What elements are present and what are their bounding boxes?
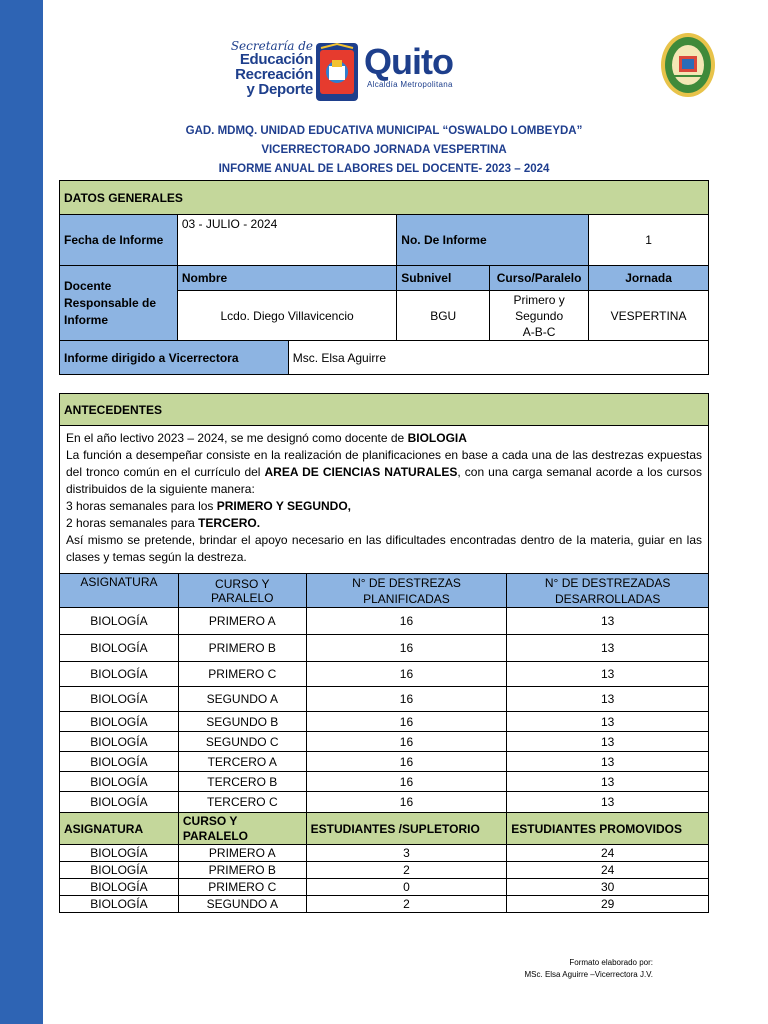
recreacion-line: Recreación <box>235 66 313 83</box>
estudiantes-header-curso: CURSO Y PARALELO <box>178 813 306 845</box>
cell-planificadas: 16 <box>306 772 507 792</box>
cell-promovidos: 24 <box>507 845 709 862</box>
cell-desarrolladas: 13 <box>507 712 709 732</box>
table-row <box>60 792 709 813</box>
cell-curso: PRIMERO B <box>178 635 306 662</box>
dirigido-label: Informe dirigido a Vicerrectora <box>60 341 289 375</box>
cell-desarrolladas: 13 <box>507 608 709 635</box>
destrezas-header-row <box>60 574 709 608</box>
subnivel-value: BGU <box>397 291 490 341</box>
cell-curso: PRIMERO A <box>178 845 306 862</box>
secretaria-line: Secretaría de <box>230 39 313 53</box>
footer-credit <box>480 957 653 981</box>
col-jornada: Jornada <box>589 266 709 291</box>
school-seal-icon <box>660 32 716 98</box>
cell-asignatura: BIOLOGÍA <box>60 862 179 879</box>
fecha-value: 03 - JULIO - 2024 <box>177 215 396 266</box>
col-subnivel: Subnivel <box>397 266 490 291</box>
footer-line-1: Formato elaborado por: <box>569 958 653 967</box>
destrezas-header-asignatura: ASIGNATURA <box>60 574 179 608</box>
antecedentes-title: ANTECEDENTES <box>60 394 709 426</box>
antecedentes-p2 <box>66 447 702 498</box>
p3-text: 3 horas semanales para los <box>66 499 217 513</box>
destrezas-header-planificadas: N° DE DESTREZAS PLANIFICADAS <box>306 574 507 608</box>
cell-curso: PRIMERO A <box>178 608 306 635</box>
cell-desarrolladas: 13 <box>507 772 709 792</box>
cell-asignatura: BIOLOGÍA <box>60 772 179 792</box>
cell-supletorio: 2 <box>306 862 507 879</box>
p2-text: La función a desempeñar consiste en la realización de planificaciones en base a cada una de las destrezas expuestas del tronco común en el currículo del <box>66 448 702 479</box>
cell-asignatura: BIOLOGÍA <box>60 635 179 662</box>
cell-curso: SEGUNDO C <box>178 732 306 752</box>
p3-bold: PRIMERO Y SEGUNDO, <box>216 499 351 513</box>
cell-planificadas: 16 <box>306 752 507 772</box>
table-row <box>60 896 709 913</box>
dirigido-table <box>59 340 709 375</box>
cell-curso: PRIMERO C <box>178 879 306 896</box>
dirigido-value: Msc. Elsa Aguirre <box>288 341 708 375</box>
table-row <box>60 845 709 862</box>
p2-text-post: , con una carga semanal acorde a los cursos distribuidos de la siguiente manera: <box>66 465 702 496</box>
secretaria-educacion-quito-logo <box>218 40 488 106</box>
secretaria-logo-text <box>218 40 313 97</box>
report-title: INFORME ANUAL DE LABORES DEL DOCENTE- 2023 – 2024 <box>218 163 550 175</box>
datos-generales-table <box>59 180 709 341</box>
educacion-line: Educación <box>239 51 313 68</box>
cell-promovidos: 24 <box>507 862 709 879</box>
estudiantes-header-row <box>60 813 709 845</box>
cell-desarrolladas: 13 <box>507 732 709 752</box>
cell-curso: SEGUNDO B <box>178 712 306 732</box>
cell-desarrolladas: 13 <box>507 792 709 813</box>
cell-curso: PRIMERO C <box>178 662 306 687</box>
cell-asignatura: BIOLOGÍA <box>60 845 179 862</box>
p1-bold: BIOLOGIA <box>407 431 467 445</box>
side-accent-bar <box>0 0 43 1024</box>
table-row <box>60 687 709 712</box>
cell-planificadas: 16 <box>306 687 507 712</box>
table-row <box>60 608 709 635</box>
antecedentes-p1 <box>66 430 702 447</box>
antecedentes-p5: Así mismo se pretende, brindar el apoyo necesario en las dificultades encontradas dentro de la materia, guiar en las clases y temas según la destreza. <box>66 533 702 564</box>
no-informe-value: 1 <box>589 215 709 266</box>
cell-supletorio: 0 <box>306 879 507 896</box>
table-row <box>60 662 709 687</box>
no-informe-label: No. De Informe <box>397 215 589 266</box>
quito-logo-text: Quito <box>364 41 453 82</box>
cell-curso: SEGUNDO A <box>178 896 306 913</box>
table-row <box>60 732 709 752</box>
p1-text: En el año lectivo 2023 – 2024, se me designó como docente de <box>66 431 408 445</box>
table-row <box>60 879 709 896</box>
p2-bold: AREA DE CIENCIAS NATURALES <box>264 465 458 479</box>
cell-planificadas: 16 <box>306 608 507 635</box>
cell-promovidos: 30 <box>507 879 709 896</box>
cell-asignatura: BIOLOGÍA <box>60 896 179 913</box>
estudiantes-header-asignatura: ASIGNATURA <box>60 813 179 845</box>
antecedentes-table <box>59 393 709 575</box>
antecedentes-p4 <box>66 515 702 532</box>
cell-curso: TERCERO A <box>178 752 306 772</box>
cell-asignatura: BIOLOGÍA <box>60 662 179 687</box>
antecedentes-body <box>60 426 709 575</box>
cell-planificadas: 16 <box>306 712 507 732</box>
alcaldia-text: Alcaldía Metropolitana <box>367 80 453 89</box>
docente-label: Docente Responsable de Informe <box>60 266 178 341</box>
table-row <box>60 862 709 879</box>
col-curso-paralelo: Curso/Paralelo <box>490 266 589 291</box>
cell-asignatura: BIOLOGÍA <box>60 879 179 896</box>
table-row <box>60 752 709 772</box>
estudiantes-header-supletorio: ESTUDIANTES /SUPLETORIO <box>306 813 507 845</box>
institution-heading: GAD. MDMQ. UNIDAD EDUCATIVA MUNICIPAL “OSWALDO LOMBEYDA” <box>185 125 583 137</box>
deporte-line: y Deporte <box>246 81 313 98</box>
destrezas-header-curso: CURSO Y PARALELO <box>178 574 306 608</box>
table-row <box>60 635 709 662</box>
cell-curso: TERCERO B <box>178 772 306 792</box>
cell-desarrolladas: 13 <box>507 635 709 662</box>
curso-line-2: Segundo <box>515 308 564 323</box>
cell-asignatura: BIOLOGÍA <box>60 608 179 635</box>
cell-supletorio: 3 <box>306 845 507 862</box>
p4-bold: TERCERO. <box>198 516 261 530</box>
cell-promovidos: 29 <box>507 896 709 913</box>
footer-line-2: MSc. Elsa Aguirre –Vicerrectora J.V. <box>524 970 653 979</box>
p4-text: 2 horas semanales para <box>66 516 199 530</box>
antecedentes-p3 <box>66 498 702 515</box>
cell-planificadas: 16 <box>306 635 507 662</box>
cell-asignatura: BIOLOGÍA <box>60 752 179 772</box>
cell-asignatura: BIOLOGÍA <box>60 687 179 712</box>
destrezas-table <box>59 573 709 913</box>
datos-generales-title: DATOS GENERALES <box>60 181 709 215</box>
cell-desarrolladas: 13 <box>507 752 709 772</box>
vicerrectorado-heading: VICERRECTORADO JORNADA VESPERTINA <box>261 144 507 156</box>
cell-asignatura: BIOLOGÍA <box>60 712 179 732</box>
curso-paralelo-value <box>490 291 589 341</box>
destrezas-header-desarrolladas: N° DE DESTREZADAS DESARROLLADAS <box>507 574 709 608</box>
cell-curso: TERCERO C <box>178 792 306 813</box>
fecha-label: Fecha de Informe <box>60 215 178 266</box>
nombre-value: Lcdo. Diego Villavicencio <box>177 291 396 341</box>
cell-desarrolladas: 13 <box>507 687 709 712</box>
cell-asignatura: BIOLOGÍA <box>60 732 179 752</box>
jornada-value: VESPERTINA <box>589 291 709 341</box>
cell-supletorio: 2 <box>306 896 507 913</box>
col-nombre: Nombre <box>177 266 396 291</box>
table-row <box>60 712 709 732</box>
cell-planificadas: 16 <box>306 792 507 813</box>
cell-desarrolladas: 13 <box>507 662 709 687</box>
cell-curso: SEGUNDO A <box>178 687 306 712</box>
cell-curso: PRIMERO B <box>178 862 306 879</box>
cell-planificadas: 16 <box>306 662 507 687</box>
estudiantes-header-promovidos: ESTUDIANTES PROMOVIDOS <box>507 813 709 845</box>
curso-line-3: A-B-C <box>522 324 556 339</box>
curso-line-1: Primero y <box>513 292 565 307</box>
cell-asignatura: BIOLOGÍA <box>60 792 179 813</box>
table-row <box>60 772 709 792</box>
quito-crest-icon <box>315 42 359 102</box>
cell-planificadas: 16 <box>306 732 507 752</box>
